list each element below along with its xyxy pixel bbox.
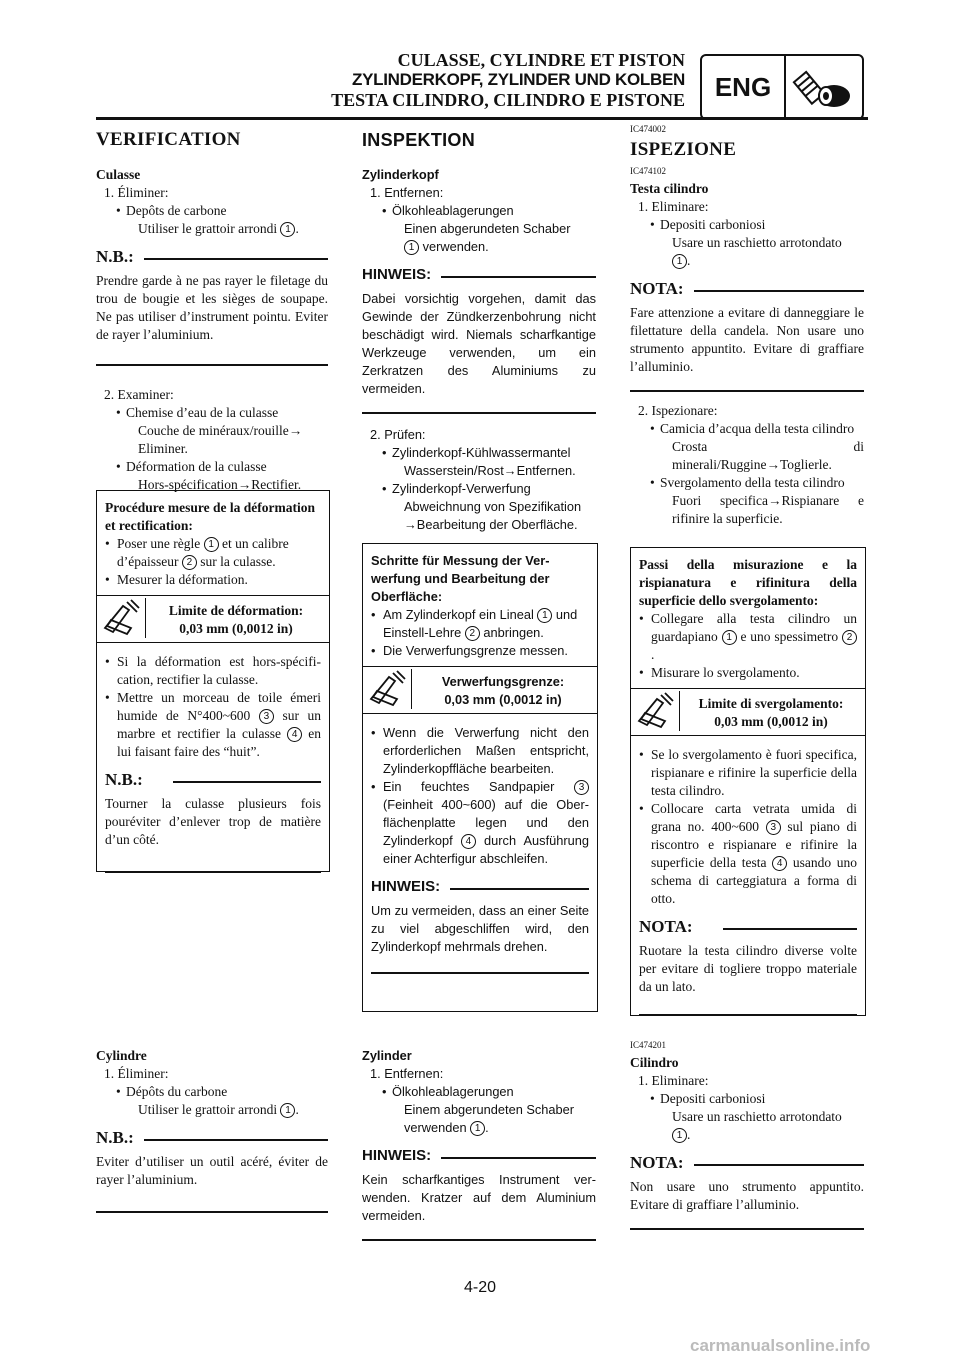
callout-1: 1 <box>537 608 552 623</box>
note-title: N.B.: <box>105 770 143 789</box>
indent-text: Wasserstein/Rost→Entfernen. <box>404 463 576 478</box>
title-de: ZYLINDERKOPF, ZYLINDER UND KOLBEN <box>352 70 685 89</box>
indent-text <box>362 238 596 256</box>
spec-row <box>97 595 329 643</box>
spec-text <box>413 673 593 709</box>
note-rule <box>362 1239 596 1241</box>
callout-1: 1 <box>280 222 295 237</box>
cylinder-de <box>362 1047 596 1241</box>
callout-1: 1 <box>672 1128 687 1143</box>
callout-4: 4 <box>287 727 302 742</box>
spec-value: 0,03 mm (0,0012 in) <box>714 714 828 729</box>
subheading: Zylinder <box>362 1048 412 1063</box>
note-rule <box>639 1014 857 1016</box>
indent-text: Einen abgerundeten Schaber <box>404 221 571 236</box>
text: sul piano di riscontro e rispianare e rifinire la superficie della testa <box>651 819 858 870</box>
bullet: • Depositi carboniosi <box>630 1090 864 1108</box>
box-bullet: • Misurare lo svergolamento. <box>639 664 857 682</box>
cylinder-it <box>630 1036 864 1230</box>
title-fr: CULASSE, CYLINDRE ET PISTON <box>397 50 685 70</box>
text: verwenden. <box>422 239 489 254</box>
indent-text: Abweichnung von Spezifikation →Bearbeitung der Oberfläche. <box>404 499 582 532</box>
text: anbringen. <box>483 625 544 640</box>
note-title: HINWEIS: <box>371 878 441 895</box>
spec-value: 0,03 mm (0,0012 in) <box>444 692 562 707</box>
indent-text: Eliminer. <box>138 441 188 456</box>
callout-4: 4 <box>461 834 476 849</box>
text: et un calibre d’épaisseur <box>117 536 289 569</box>
text: Am Zylinderkopf ein Lineal <box>383 607 534 622</box>
callout-3: 3 <box>574 780 589 795</box>
subheading: Cylindre <box>96 1048 147 1063</box>
note-header <box>630 280 864 298</box>
feeler-gauge-icon <box>101 598 146 638</box>
text: verwenden <box>404 1120 467 1135</box>
procedure-box-it <box>630 547 866 1016</box>
text: sur la culasse. <box>200 554 276 569</box>
note-header <box>105 771 321 789</box>
bullet: • Depôts de carbone <box>96 202 328 220</box>
watermark: carmanualsonline.info <box>690 1336 871 1355</box>
step: 1. Éliminer: <box>104 185 169 200</box>
text: en lui faisant faire des “huit”. <box>117 726 321 759</box>
cylinder-fr <box>96 1047 328 1213</box>
note-text: Prendre garde à ne pas rayer le filetage du trou de bougie et les sièges de soupape. Ne pas utiliser d’instrument pointu. Eviter de rayer l’aluminium. <box>96 273 328 342</box>
eng-badge <box>700 54 864 120</box>
text: (Feinheit 400~600) auf die Oberflächenplatte legen und den Zylinderkopf <box>383 797 589 848</box>
text: usando uno schema di carteggiatura a forma di otto. <box>651 855 858 906</box>
note-header <box>362 266 596 284</box>
column-it <box>630 120 864 528</box>
step: 1. Entfernen: <box>370 185 444 200</box>
note-title: N.B.: <box>96 1128 134 1147</box>
note-text: Dabei vorsichtig vorgehen, damit das Gewinde der Zündkerzenbohrung nicht beschädigt wird. Niemals scharfkantige Werkzeuge verwenden, um ein Zerkratzen des Aluminiums zu vermeiden. <box>362 291 596 396</box>
note-rule <box>105 871 321 873</box>
box-bullet: • Collegare alla testa cilindro un guardapiano 1 e uno spessimetro 2. <box>639 610 857 664</box>
spec-label: Limite di svergolamento: <box>698 696 844 711</box>
subheading: Testa cilindro <box>630 181 709 196</box>
note-title: HINWEIS: <box>362 1147 432 1164</box>
text: Utiliser le grattoir arrondi <box>138 221 278 236</box>
callout-2: 2 <box>182 555 197 570</box>
box-bullet <box>371 778 589 868</box>
box-title: Procédure mesure de la déformation et rectification: <box>105 500 315 533</box>
box-bullet <box>639 800 857 908</box>
callout-1: 1 <box>672 254 687 269</box>
text: Collegare alla testa cilindro un guardapiano <box>651 611 857 644</box>
callout-1: 1 <box>722 630 737 645</box>
box-bullet <box>371 606 589 642</box>
bullet: • Svergolamento della testa cilindro <box>630 474 864 492</box>
indent-text: 1 . <box>630 252 864 270</box>
callout-2: 2 <box>842 630 857 645</box>
bullet: • Ölkohleablagerungen <box>362 202 596 220</box>
step: 1. Entfernen: <box>370 1066 444 1081</box>
note-header <box>630 1154 864 1172</box>
spec-text <box>681 695 861 731</box>
bullet: • Déformation de la culasse <box>96 458 328 476</box>
title-it: TESTA CILINDRO, CILINDRO E PISTONE <box>331 90 685 110</box>
note-header <box>639 918 857 936</box>
bullet: • Chemise d’eau de la culasse <box>96 404 328 422</box>
text: Utiliser le grattoir arrondi <box>138 1102 278 1117</box>
bullet: • Zylinderkopf-Verwerfung <box>362 480 596 498</box>
text: durch Ausführung einer Achterfigur abschleifen. <box>383 833 589 866</box>
indent-text: Usare un raschietto arrotondato <box>672 235 842 250</box>
subheading: Cilindro <box>630 1055 679 1070</box>
indent-text: Utiliser le grattoir arrondi 1 . <box>138 221 299 236</box>
note-text: Eviter d’utiliser un outil acéré, éviter de rayer l’aluminium. <box>96 1154 328 1187</box>
indent-text: verwenden 1 . <box>404 1120 489 1135</box>
feeler-gauge-icon <box>635 691 680 731</box>
indent-text: Usare un raschietto arrotondato <box>672 1109 842 1124</box>
column-de <box>362 128 596 534</box>
step: 2. Ispezionare: <box>638 403 718 418</box>
text: Ein feuchtes Sandpapier <box>383 779 555 794</box>
ref-code: IC474201 <box>630 1040 666 1050</box>
note-text: Tourner la culasse plusieurs fois pouréviter d’enlever trop de matière d’un côté. <box>105 796 321 847</box>
indent-text: Fuori specifica→Rispianare e rifinire la superficie. <box>672 493 864 526</box>
note-text: Kein scharfkantiges Instrument verwenden. Kratzer auf dem Aluminium vermeiden. <box>362 1172 596 1223</box>
note-header <box>96 1129 328 1147</box>
section-title: VERIFICATION <box>96 129 241 150</box>
text: Poser une règle <box>117 536 201 551</box>
indent-text: Hors-spécification→Rectifier. <box>138 477 302 492</box>
note-rule <box>96 1211 328 1213</box>
note-rule <box>371 972 589 974</box>
callout-1: 1 <box>204 537 219 552</box>
bullet: • Dépôts du carbone <box>96 1083 328 1101</box>
box-bullet: • Se lo svergolamento è fuori specifica, rispianare e rifinire la superficie della testa cilindro. <box>639 746 857 800</box>
callout-3: 3 <box>259 709 274 724</box>
callout-2: 2 <box>465 626 480 641</box>
bullet: • Depositi carboniosi <box>630 216 864 234</box>
callout-3: 3 <box>766 820 781 835</box>
subheading: Zylinderkopf <box>362 167 439 182</box>
callout-4: 4 <box>772 856 787 871</box>
step: 1. Éliminer: <box>104 1066 169 1081</box>
spec-row <box>631 688 865 736</box>
note-title: HINWEIS: <box>362 266 432 283</box>
subheading: Culasse <box>96 167 141 182</box>
bullet: • Camicia d’acqua della testa cilindro <box>630 420 864 438</box>
box-bullet: • Die Verwerfungsgrenze messen. <box>371 642 589 660</box>
spec-label: Verwerfungsgrenze: <box>441 674 565 689</box>
callout-1: 1 <box>404 240 419 255</box>
bullet: • Zylinderkopf-Kühlwassermantel <box>362 444 596 462</box>
note-title: NOTA: <box>639 917 693 936</box>
indent-text: Utiliser le grattoir arrondi 1 . <box>138 1102 299 1117</box>
box-bullet: • Si la déformation est hors-spécification, rectifier la culasse. <box>105 653 321 689</box>
indent-text: Couche de minéraux/rouille→ <box>138 423 303 438</box>
note-text: Non usare uno strumento appuntito. Evitare di graffiare l’alluminio. <box>630 1179 864 1212</box>
engine-icon <box>786 56 862 118</box>
note-text: Ruotare la testa cilindro diverse volte per evitare di togliere troppo materiale da un lato. <box>639 943 857 994</box>
spec-row <box>363 666 597 714</box>
column-fr <box>96 128 328 494</box>
text: Mettre un morceau de toile émeri humide de N°400~600 <box>117 690 321 723</box>
text: e uno spessimetro <box>740 629 839 644</box>
bullet: • Ölkohleablagerungen <box>362 1083 596 1101</box>
spec-value: 0,03 mm (0,0012 in) <box>179 621 293 636</box>
note-header <box>96 248 328 266</box>
callout-1: 1 <box>280 1103 295 1118</box>
box-bullet <box>105 535 321 571</box>
step: 1. Eliminare: <box>638 1073 709 1088</box>
indent-text: 1 . <box>630 1126 864 1144</box>
box-bullet <box>105 689 321 761</box>
spec-text <box>147 602 325 638</box>
box-title: Passi della misurazione e la rispianatura e rifinitura della superficie dello svergolamento: <box>639 557 857 608</box>
ref-code: IC474002 <box>630 124 666 134</box>
indent-text: Crosta di minerali/Ruggine→Toglierle. <box>672 439 864 472</box>
note-text: Um zu vermeiden, dass an einer Seite zu viel abgeschliffen wird, den Zylinderkopf mehrmals drehen. <box>371 903 589 954</box>
ref-code: IC474102 <box>630 166 666 176</box>
box-bullet: • Mesurer la déformation. <box>105 571 321 589</box>
box-title: Schritte für Messung der Verwerfung und Bearbeitung der Oberfläche: <box>371 553 550 604</box>
feeler-gauge-icon <box>367 669 412 709</box>
header-titles <box>300 50 685 110</box>
section-title: INSPEKTION <box>362 130 476 150</box>
step: 1. Eliminare: <box>638 199 709 214</box>
step: 2. Examiner: <box>104 387 174 402</box>
note-title: NOTA: <box>630 279 684 298</box>
note-title: N.B.: <box>96 247 134 266</box>
eng-label: ENG <box>702 56 786 118</box>
text: und Einstell-Lehre <box>383 607 578 640</box>
note-header <box>371 878 589 896</box>
indent-text: Einem abgerundeten Schaber <box>404 1102 575 1117</box>
section-title: ISPEZIONE <box>630 139 737 160</box>
text: sur un marbre et rectifier la culasse <box>117 708 321 741</box>
step: 2. Prüfen: <box>370 427 426 442</box>
procedure-box-fr <box>96 490 330 872</box>
note-title: NOTA: <box>630 1153 684 1172</box>
callout-1: 1 <box>470 1121 485 1136</box>
text: Collocare carta vetrata umida di grana no. 400~600 <box>651 801 857 834</box>
spec-label: Limite de déformation: <box>168 603 304 618</box>
page-number: 4-20 <box>463 1279 497 1296</box>
note-rule <box>630 1228 864 1230</box>
box-bullet: • Wenn die Verwerfung nicht den erforderlichen Maßen entspricht, Zylinderkopffläche bearbeiten. <box>371 724 589 778</box>
note-text: Fare attenzione a evitare di danneggiare le filettature della candela. Non usare uno strumento appuntito. Evitare di graffiare l’alluminio. <box>630 305 864 374</box>
procedure-box-de <box>362 543 598 1012</box>
note-header <box>362 1147 596 1165</box>
